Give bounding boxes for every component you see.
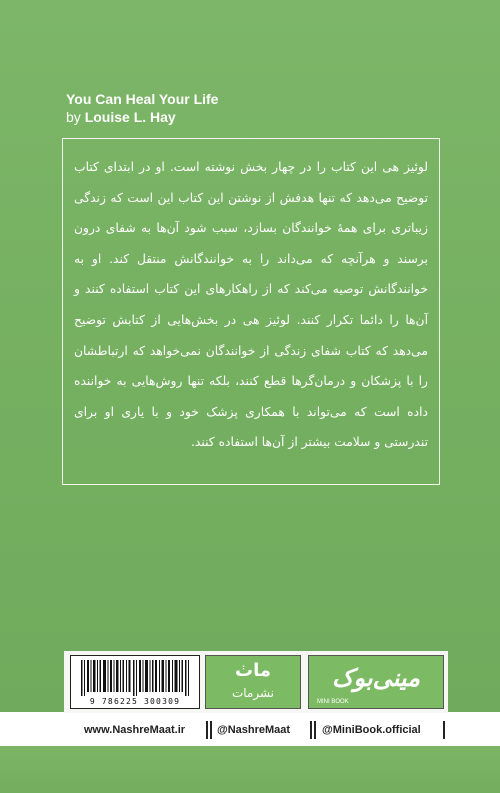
english-title-block: [66, 90, 218, 126]
barcode-bars: [81, 660, 191, 696]
minibook-logo: [308, 655, 444, 709]
minibook-logo-subtext: MINI BOOK: [317, 699, 349, 705]
separator: [443, 721, 445, 739]
separator: [314, 721, 316, 739]
barcode-number: 9 786225 300309: [89, 697, 181, 706]
barcode: [70, 655, 200, 709]
instagram-maat-handle: @NashreMaat: [217, 724, 291, 736]
maat-logo-subtext: نشرمات: [231, 686, 275, 700]
author-name: Louise L. Hay: [84, 109, 176, 125]
separator: [206, 721, 208, 739]
maat-logo: [205, 655, 301, 709]
separator: [310, 721, 312, 739]
footer-links: [0, 712, 500, 746]
english-title: You Can Heal Your Life: [66, 91, 219, 107]
minibook-logo-text: مینی‌بوک: [332, 664, 420, 692]
author-prefix: by: [66, 109, 85, 125]
maat-logo-text: ماٺ: [235, 660, 271, 681]
separator: [210, 721, 212, 739]
instagram-minibook-handle: @MiniBook.official: [322, 724, 421, 736]
website-link: www.NashreMaat.ir: [84, 724, 186, 736]
author-line: [66, 108, 218, 126]
bottom-band: [0, 746, 500, 793]
description-text: لوئیز هی این کتاب را در چهار بخش نوشته است. او در ابتدای کتاب توضیح می‌دهد که تنها هدفش از نوشتن این کتاب این است که زندگی زیباتری برای همهٔ خوانندگان بسازد، سبب شود آن‌ها به شفای درون برسند و هرآنچه که می‌داند را به خوانندگانش منتقل کند. او به خوانندگانش توصیه می‌کند که از راهکارهای این کتاب استفاده کنند و آن‌ها را دائما تکرار کنند. لوئیز هی در بخش‌هایی از کتابش توضیح می‌دهد که کتاب شفای زندگی از خوانندگان نمی‌خواهد که ارتباطشان را با پزشکان و درمان‌گرها قطع کنند، بلکه تنها روش‌هایی به خواننده داده است که می‌تواند با همکاری پزشک خود و با یاری او برای تندرستی و سلامت بیشتر از آن‌ها استفاده کنند.: [74, 160, 428, 450]
